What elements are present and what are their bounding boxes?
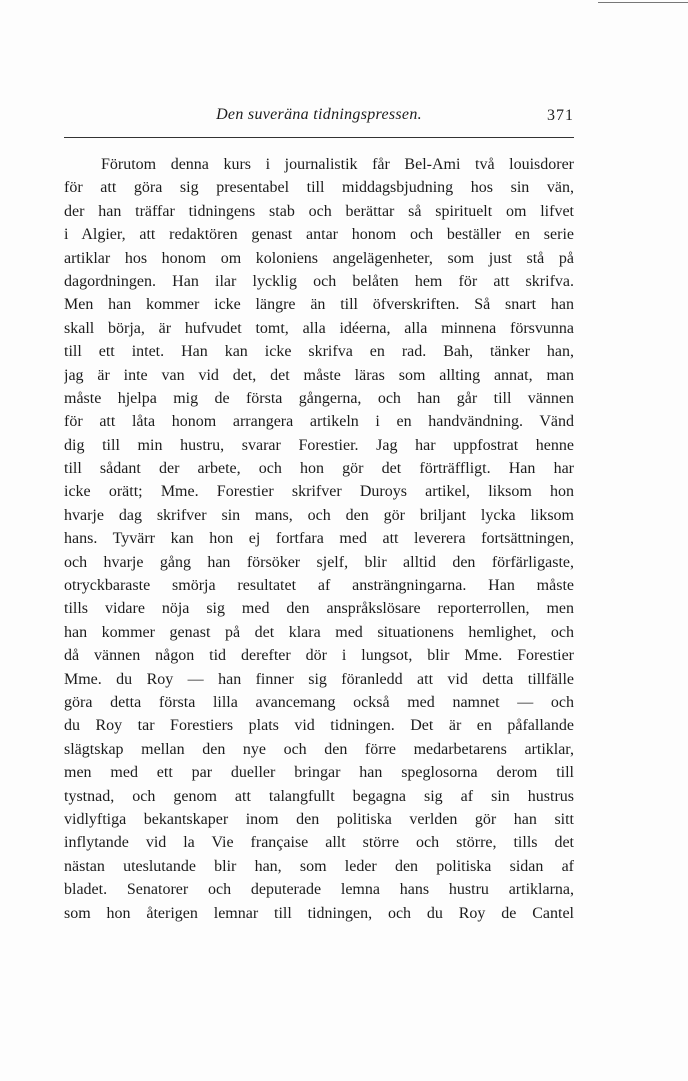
running-title: Den suveräna tidningspressen. (216, 106, 422, 123)
text-line: hans. Tyvärr kan hon ej fortfara med att leverera fortsättningen, (64, 530, 574, 548)
text-line: Mme. du Roy — han finner sig föranledd att vid detta tillfälle (64, 670, 574, 688)
text-line: som hon återigen lemnar till tidningen, och du Roy de Cantel (64, 904, 574, 922)
text-line: der han träffar tidningens stab och berättar så spirituelt om lifvet (64, 202, 574, 220)
running-header (64, 106, 574, 130)
text-line: tills vidare nöja sig med den anspråkslösare reporterrollen, men (64, 600, 574, 618)
text-line: bladet. Senatorer och deputerade lemna hans hustru artiklarna, (64, 881, 574, 899)
text-line: otryckbaraste smörja resultatet af ansträngningarna. Han måste (64, 577, 574, 595)
text-line: icke orätt; Mme. Forestier skrifver Duroys artikel, liksom hon (64, 483, 574, 501)
scan-edge-mark (598, 2, 688, 3)
header-rule (64, 137, 574, 138)
text-line: Men han kommer icke längre än till öfverskriften. Så snart han (64, 296, 574, 314)
text-line: artiklar hos honom om koloniens angelägenheter, som just stå på (64, 249, 574, 267)
text-line: skall börja, är hufvudet tomt, alla idéerna, alla minnena försvunna (64, 319, 574, 337)
text-line: slägtskap mellan den nye och den förre medarbetarens artiklar, (64, 740, 574, 758)
text-line: jag är inte van vid det, det måste läras som allting annat, man (64, 366, 574, 384)
page-number: 371 (547, 107, 574, 124)
text-line: och hvarje gång han försöker sjelf, blir alltid den förfärligaste, (64, 553, 574, 571)
text-line: Förutom denna kurs i journalistik får Bel-Ami två louisdorer (101, 156, 574, 173)
text-line: tystnad, och genom att talangfullt begagna sig af sin hustrus (64, 787, 574, 805)
text-line: måste hjelpa mig de första gångerna, och han går till vännen (64, 389, 574, 407)
text-line: men med ett par dueller bringar han speglosorna derom till (64, 764, 574, 782)
text-line: vidlyftiga bekantskaper inom den politiska verlden gör han sitt (64, 810, 574, 828)
text-line: dig till min hustru, svarar Forestier. Jag har uppfostrat henne (64, 436, 574, 454)
text-line: han kommer genast på det klara med situationens hemlighet, och (64, 623, 574, 641)
body-text (64, 153, 574, 925)
text-line: i Algier, att redaktören genast antar honom och beställer en serie (64, 226, 574, 244)
text-line: till sådant der arbete, och hon gör det förträffligt. Han har (64, 460, 574, 478)
text-line: nästan uteslutande blir han, som leder den politiska sidan af (64, 857, 574, 875)
text-line: göra detta första lilla avancemang också med namnet — och (64, 693, 574, 711)
text-line: för att göra sig presentabel till middagsbjudning hos sin vän, (64, 179, 574, 197)
text-line: dagordningen. Han ilar lycklig och belåten hem för att skrifva. (64, 272, 574, 290)
text-line: för att låta honom arrangera artikeln i en handvändning. Vänd (64, 413, 574, 431)
text-line: inflytande vid la Vie française allt större och större, tills det (64, 834, 574, 852)
text-line: till ett intet. Han kan icke skrifva en rad. Bah, tänker han, (64, 343, 574, 361)
text-line: då vännen någon tid derefter dör i lungsot, blir Mme. Forestier (64, 647, 574, 665)
text-line: hvarje dag skrifver sin mans, och den gör briljant lycka liksom (64, 506, 574, 524)
text-line: du Roy tar Forestiers plats vid tidningen. Det är en påfallande (64, 717, 574, 735)
